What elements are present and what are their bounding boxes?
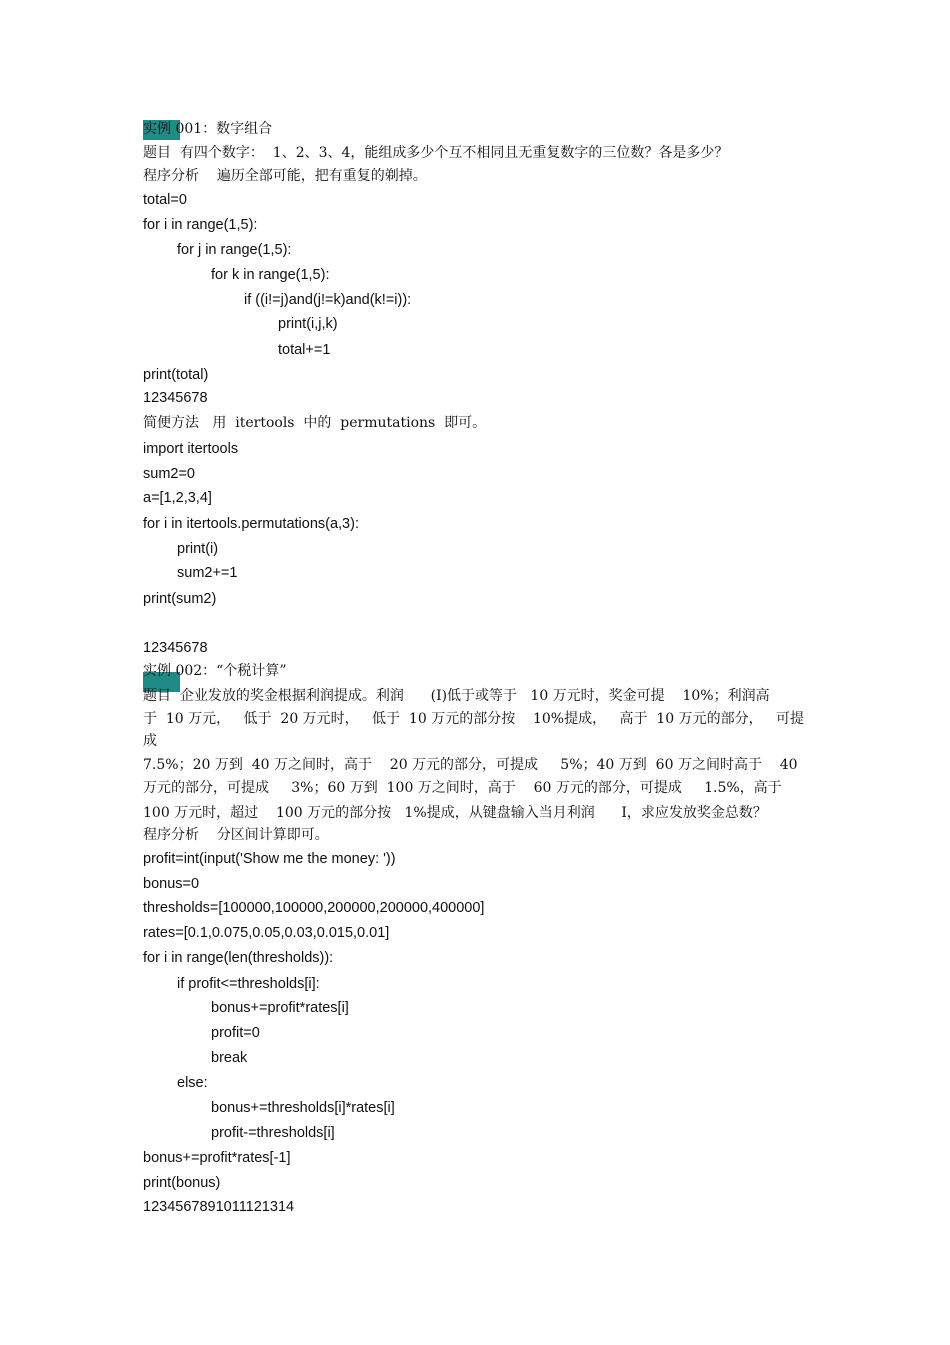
line-numbers: 12345678 <box>143 640 208 656</box>
code-line: profit=int(input('Show me the money: ')) <box>143 851 396 867</box>
code-line: import itertools <box>143 441 239 457</box>
code-line: rates=[0.1,0.075,0.05,0.03,0.015,0.01] <box>143 925 390 941</box>
example-2-question <box>143 686 770 706</box>
analysis-label: 程序分析 <box>143 168 199 184</box>
code-line: for k in range(1,5): <box>211 267 330 283</box>
code-line: bonus+=thresholds[i]*rates[i] <box>211 1100 395 1116</box>
example-1-title: 001：数字组合 <box>175 121 273 137</box>
code-line: if profit<=thresholds[i]: <box>177 976 320 992</box>
line-numbers: 12345678 <box>143 390 208 406</box>
code-line: for i in itertools.permutations(a,3): <box>143 516 359 532</box>
example-2-tag: 实例 <box>143 663 171 679</box>
code-line: profit=0 <box>211 1025 260 1041</box>
code-line: bonus+=profit*rates[-1] <box>143 1150 291 1166</box>
code-line: print(sum2) <box>143 591 217 607</box>
code-line: break <box>211 1050 248 1066</box>
example-1-analysis <box>143 166 427 186</box>
code-line: else: <box>177 1075 208 1091</box>
code-line: bonus+=profit*rates[i] <box>211 1000 349 1016</box>
question-text: 成 <box>143 733 157 749</box>
question-text: 企业发放的奖金根据利润提成。利润 (I)低于或等于 10 万元时，奖金可提 10%；利润高 <box>179 688 770 704</box>
analysis-text: 分区间计算即可。 <box>216 827 329 843</box>
question-label: 题目 <box>143 688 171 704</box>
code-line: if ((i!=j)and(j!=k)and(k!=i)): <box>244 292 412 308</box>
line-numbers: 1234567891011121314 <box>143 1199 295 1215</box>
analysis-label: 程序分析 <box>143 827 199 843</box>
analysis-text: 遍历全部可能，把有重复的剃掉。 <box>216 168 427 184</box>
code-line: a=[1,2,3,4] <box>143 490 212 506</box>
code-line: print(total) <box>143 367 209 383</box>
code-line: print(i) <box>177 541 219 557</box>
code-line: total=0 <box>143 192 187 208</box>
simple-method-text: 简便方法 用 itertools 中的 permutations 即可。 <box>143 415 487 431</box>
question-label: 题目 <box>143 145 171 161</box>
question-text: 100 万元时，超过 100 万元的部分按 1%提成，从键盘输入当月利润 I，求应发放奖金总数？ <box>143 805 767 821</box>
code-line: bonus=0 <box>143 876 200 892</box>
code-line: print(i,j,k) <box>278 316 338 332</box>
question-text: 有四个数字： 1、2、3、4，能组成多少个互不相同且无重复数字的三位数？各是多少？ <box>179 145 729 161</box>
code-line: thresholds=[100000,100000,200000,200000,400000] <box>143 900 485 916</box>
code-line: for j in range(1,5): <box>177 242 292 258</box>
example-1-tag: 实例 <box>143 121 171 137</box>
code-line: print(bonus) <box>143 1175 221 1191</box>
question-text: 于 10 万元， 低于 20 万元时， 低于 10 万元的部分按 10%提成， 高于 10 万元的部分， 可提 <box>143 711 804 727</box>
code-line: for i in range(1,5): <box>143 217 258 233</box>
example-2-analysis <box>143 825 329 845</box>
code-line: total+=1 <box>278 342 331 358</box>
code-line: sum2=0 <box>143 466 195 482</box>
question-text: 万元的部分，可提成 3%；60 万到 100 万之间时，高于 60 万元的部分，可提成 1.5%，高于 <box>143 780 782 796</box>
example-1-question <box>143 143 728 163</box>
code-line: profit-=thresholds[i] <box>211 1125 335 1141</box>
example-2-heading <box>143 661 287 681</box>
question-text: 7.5%；20 万到 40 万之间时，高于 20 万元的部分，可提成 5%；40 万到 60 万之间时高于 40 <box>143 757 798 773</box>
example-2-title: 002：“个税计算” <box>175 663 287 679</box>
code-line: for i in range(len(thresholds)): <box>143 950 334 966</box>
code-line: sum2+=1 <box>177 565 238 581</box>
example-1-heading <box>143 119 272 139</box>
